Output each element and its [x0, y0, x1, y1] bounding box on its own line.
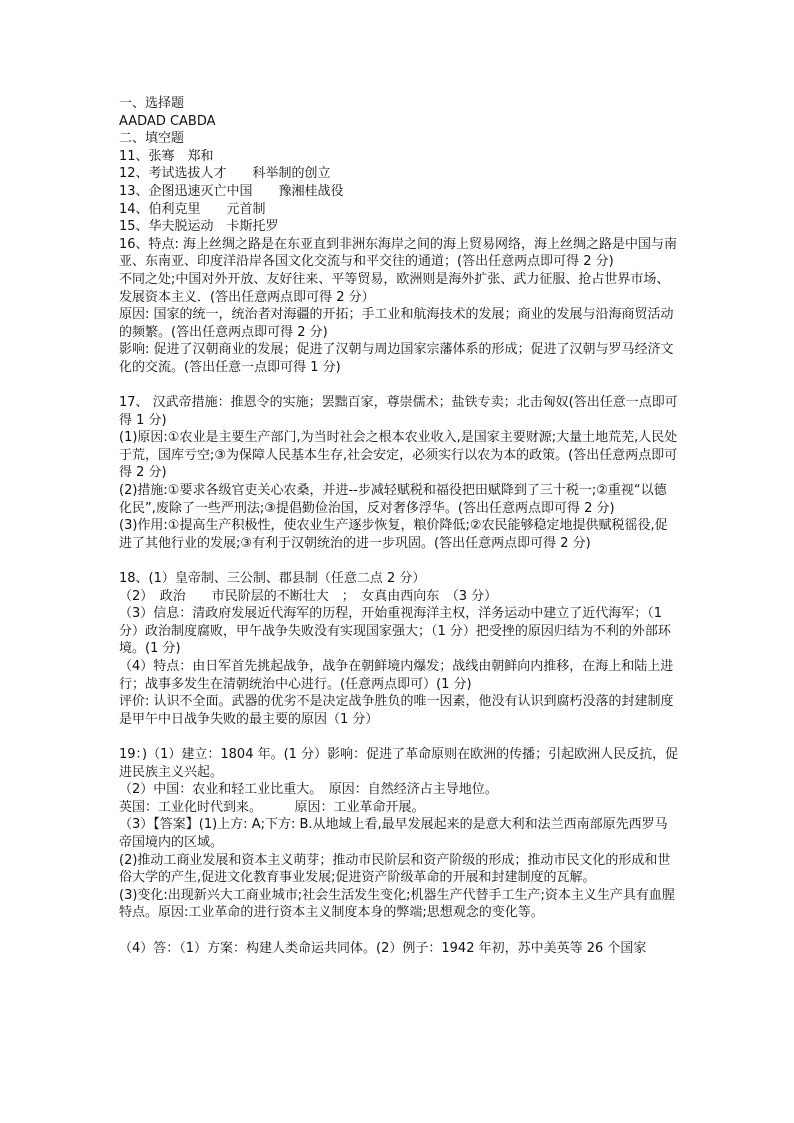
answer-17-part-3: (3)作用:①提高生产积极性，使农业生产逐步恢复，粮价降低;②农民能够稳定地提供赋税徭役,促进了其他行业的发展;③有利于汉朝统治的进一步巩固。(答出任意两点即可得 2 分) [119, 518, 668, 551]
spacer [119, 377, 679, 395]
answer-16-differences: 不同之处;中国对外开放、友好往来、平等贸易，欧洲则是海外扩张、武力征服、抢占世界市场、发展资本主义．(答出任意两点即可得 2 分） [119, 271, 670, 305]
answer-17-part-1: (1)原因:①农业是主要生产部门,为当时社会之根本农业收入,是国家主要财源;大量土地荒芜,人民处于荒，国库亏空;③为保障人民基本生存,社会安定，必须实行以农为本的政策。(答出任意两点即可得 2 分) [119, 430, 678, 481]
answer-19-part-2-britain: 英国：工业化时代到来。 原因：工业革命开展。 [119, 799, 425, 815]
answer-18-part-2: （2） 政治 市民阶层的不断壮大 ； 女真由西向东 （3 分） [119, 588, 498, 604]
answer-19-part-3-2: (2)推动工商业发展和资本主义萌芽；推动市民阶层和资产阶级的形成；推动市民文化的形成和世俗大学的产生,促进文化教育事业发展;促进资产阶级革命的开展和封建制度的瓦解。 [119, 852, 671, 886]
answer-18-part-1: 18、(1）皇帝制、三公制、郡县制（任意二点 2 分） [119, 571, 426, 587]
answer-key-document [119, 95, 679, 957]
spacer [119, 552, 679, 570]
answer-19-part-4: （4）答：（1）方案：构建人类命运共同体。(2）例子：1942 年初，苏中美英等 26 个国家 [119, 940, 647, 956]
section-heading-fill: 二、填空题 [119, 131, 185, 147]
answer-19-part-3: （3）【答案】(1)上方: A;下方: B.从地域上看,最早发展起来的是意大利和法兰西南部原先西罗马帝国境内的区域。 [119, 817, 668, 850]
answer-13: 13、企图迅速灭亡中国 豫湘桂战役 [119, 183, 344, 199]
answer-16-features: 16、特点: 海上丝绸之路是在东亚直到非洲东海岸之间的海上贸易网络，海上丝绸之路是中国与南亚、东南亚、印度洋沿岸各国文化交流与和平交往的通道；(答出任意两点即可得 2 分) [119, 236, 678, 270]
answer-19-part-1: 19：)（1）建立：1804 年。(1 分）影响：促进了革命原则在欧洲的传播；引起欧洲人民反抗，促进民族主义兴起。 [119, 746, 679, 780]
answer-18-part-3: （3）信息：清政府发展近代海军的历程，开始重视海洋主权，洋务运动中建立了近代海军；（1 分）政治制度腐败，甲午战争失败没有实现国家强大；（1 分）把受挫的原因归结为不利的外部环境。(1 分) [119, 606, 671, 657]
section-heading-choice: 一、选择题 [119, 96, 185, 111]
answer-17-intro: 17、 汉武帝措施：推恩令的实施；罢黜百家，尊崇儒术；盐铁专卖；北击匈奴(答出任意一点即可得 1 分) [119, 395, 678, 428]
answer-18-evaluation: 评价: 认识不全面。武器的优劣不是决定战争胜负的唯一因素，他没有认识到腐朽没落的封建制度是甲午中日战争失败的最主要的原因（1 分） [119, 694, 674, 727]
answer-12: 12、考试选拔人才 科举制的创立 [119, 166, 331, 182]
answer-17-part-2: (2)措施:①要求各级官吏关心农桑，并进--步减轻赋税和福役把田赋降到了三十税一;②重视“以德化民”,废除了一些严刑法;③提倡勤俭治国，反对奢侈浮华。(答出任意两点即可得 2 分) [119, 483, 667, 516]
answer-16-impact: 影响: 促进了汉朝商业的发展；促进了汉朝与周边国家宗藩体系的形成；促进了汉朝与罗马经济文化的交流。(答出任意一点即可得 1 分) [119, 342, 674, 375]
answer-19-part-3-3: (3)变化:出现新兴大工商业城市;社会生活发生变化;机器生产代替手工生产;资本主义生产具有血腥特点。原因:工业革命的进行资本主义制度本身的弊端;思想观念的变化等。 [119, 887, 675, 921]
spacer [119, 922, 679, 940]
spacer [119, 728, 679, 746]
answer-19-part-2-china: （2）中国：农业和轻工业比重大。 原因：自然经济占主导地位。 [119, 782, 498, 798]
answer-16-reasons: 原因: 国家的统一，统治者对海疆的开拓；手工业和航海技术的发展；商业的发展与沿海商贸活动的频繁。(答出任意两点即可得 2 分) [119, 307, 674, 340]
answer-18-part-4: （4）特点：由日军首先挑起战争，战争在朝鲜境内爆发；战线由朝鲜向内推移，在海上和陆上进行；战事多发生在清朝统治中心进行。(任意两点即可）(1 分) [119, 659, 674, 692]
answer-15: 15、华夫脱运动 卡斯托罗 [119, 219, 279, 235]
answer-11: 11、张骞 郑和 [119, 148, 214, 164]
choice-answers: AADAD CABDA [119, 113, 216, 129]
answer-14: 14、伯利克里 元首制 [119, 201, 266, 217]
